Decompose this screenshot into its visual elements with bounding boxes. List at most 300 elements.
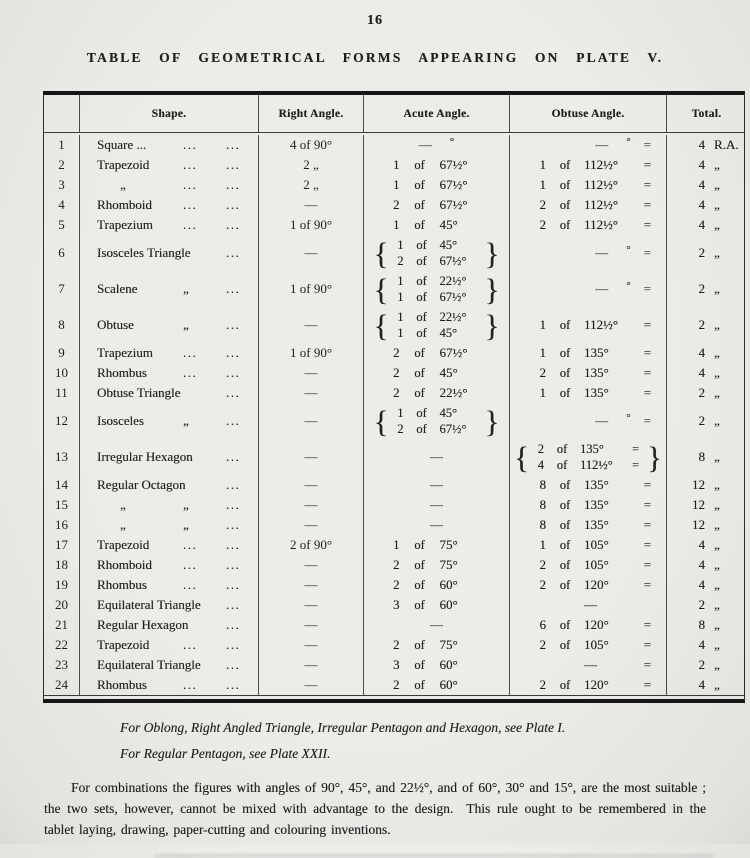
row-number: 20	[55, 597, 68, 612]
of-label: of	[556, 441, 568, 456]
table-row	[44, 363, 744, 383]
angle-value: 67½°	[439, 177, 468, 192]
dash: —	[430, 517, 443, 532]
equals-sign: =	[643, 345, 651, 360]
right-angle-value: —	[304, 365, 318, 380]
total-cell	[667, 655, 746, 675]
right-angle-value: —	[304, 497, 318, 512]
angle-count: 2	[397, 421, 404, 436]
shape-name: Rhombus	[97, 577, 147, 592]
right-angle-cell	[259, 403, 364, 439]
row-number-cell	[44, 215, 80, 235]
shape-cell	[80, 675, 259, 695]
right-angle-value: —	[304, 597, 318, 612]
row-number-cell	[44, 475, 80, 495]
total-count: 4	[698, 217, 705, 232]
shape-cell	[80, 403, 259, 439]
shape-cell	[80, 235, 259, 271]
of-label: of	[414, 197, 425, 212]
of-label: of	[559, 637, 571, 652]
angle-count: 1	[539, 537, 546, 552]
acute-angle-cell	[364, 135, 510, 155]
shape-name: Irregular Hexagon	[97, 449, 193, 464]
dash: —	[430, 449, 443, 464]
shape-name: Isosceles Triangle	[97, 245, 191, 260]
bottom-double-rule	[44, 695, 744, 699]
equals-sign: =	[643, 385, 651, 400]
row-number-cell	[44, 403, 80, 439]
header-right-angle: Right Angle.	[259, 95, 364, 132]
shape-name: Isosceles	[97, 413, 144, 428]
angle-value: 60°	[439, 597, 458, 612]
angle-count: 1	[397, 289, 404, 304]
shape-cell	[80, 495, 259, 515]
row-number: 1	[58, 137, 65, 152]
total-unit: „	[714, 157, 720, 172]
right-angle-cell	[259, 475, 364, 495]
shape-cell	[80, 555, 259, 575]
right-angle-cell	[259, 595, 364, 615]
acute-angle-cell	[364, 383, 510, 403]
row-number: 11	[55, 385, 68, 400]
of-label: of	[414, 365, 425, 380]
row-number-cell	[44, 383, 80, 403]
table-row	[44, 575, 744, 595]
table-row	[44, 675, 744, 695]
table-row	[44, 475, 744, 495]
angle-value: 67½°	[439, 197, 468, 212]
dot-leader: ...	[226, 197, 241, 212]
header-number	[44, 95, 80, 132]
right-angle-value: 2 „	[303, 157, 319, 172]
row-number: 7	[58, 281, 65, 296]
angle-count: 1	[397, 325, 404, 340]
obtuse-angle-cell	[510, 495, 667, 515]
shape-name: Trapezoid	[97, 157, 150, 172]
page-number: 16	[367, 13, 383, 28]
equals-sign: =	[643, 413, 651, 428]
angle-value: 60°	[439, 657, 458, 672]
dot-leader: ...	[183, 177, 198, 192]
of-label: of	[559, 677, 571, 692]
obtuse-angle-cell	[510, 383, 667, 403]
table-row	[44, 403, 744, 439]
shape-cell	[80, 535, 259, 555]
row-number: 13	[55, 449, 68, 464]
of-label: of	[414, 637, 425, 652]
total-count: 4	[698, 157, 705, 172]
obtuse-angle-cell	[510, 235, 667, 271]
obtuse-angle-cell	[510, 155, 667, 175]
angle-value: 75°	[439, 537, 458, 552]
acute-angle-cell	[364, 307, 510, 343]
dash: —	[595, 137, 609, 152]
table-header-row	[44, 95, 744, 133]
row-number-cell	[44, 271, 80, 307]
equals-sign: =	[643, 657, 651, 672]
angle-count: 1	[393, 157, 400, 172]
angle-count: 2	[397, 253, 404, 268]
obtuse-angle-cell	[510, 439, 667, 475]
equals-sign: =	[643, 157, 651, 172]
angle-count: 2	[393, 365, 400, 380]
obtuse-angle-cell	[510, 635, 667, 655]
total-count: 2	[698, 245, 705, 260]
dot-leader: ...	[226, 557, 241, 572]
right-angle-cell	[259, 307, 364, 343]
row-number: 14	[55, 477, 68, 492]
total-count: 12	[692, 517, 705, 532]
total-count: 4	[698, 137, 705, 152]
right-brace: }	[484, 235, 500, 271]
row-number: 9	[58, 345, 65, 360]
total-cell	[667, 363, 746, 383]
angle-value: 45°	[439, 237, 457, 252]
angle-value: 105°	[584, 537, 609, 552]
dot-leader: ...	[226, 497, 241, 512]
header-obtuse-angle: Obtuse Angle.	[510, 95, 667, 132]
dot-leader: ...	[226, 281, 241, 296]
angle-value: 135°	[580, 441, 604, 456]
angle-value: 135°	[584, 365, 609, 380]
shape-name: Rhomboid	[97, 557, 152, 572]
right-angle-cell	[259, 535, 364, 555]
row-number: 19	[55, 577, 68, 592]
table-row	[44, 235, 744, 271]
angle-count: 8	[539, 497, 546, 512]
right-angle-cell	[259, 555, 364, 575]
angle-count: 1	[539, 385, 546, 400]
obtuse-angle-cell	[510, 363, 667, 383]
angle-count: 2	[393, 577, 400, 592]
acute-angle-cell	[364, 403, 510, 439]
total-cell	[667, 343, 746, 363]
right-angle-value: —	[304, 657, 318, 672]
table-row	[44, 595, 744, 615]
obtuse-angle-cell	[510, 555, 667, 575]
total-count: 2	[698, 281, 705, 296]
degree-sign: °	[626, 136, 631, 148]
of-label: of	[416, 237, 427, 252]
total-cell	[667, 271, 746, 307]
obtuse-angle-cell	[510, 195, 667, 215]
angle-value: 45°	[439, 325, 457, 340]
equals-sign: =	[643, 197, 651, 212]
angle-count: 2	[393, 677, 400, 692]
acute-angle-cell	[364, 595, 510, 615]
row-number-cell	[44, 535, 80, 555]
of-label: of	[416, 421, 427, 436]
angle-value: 135°	[584, 345, 609, 360]
right-angle-value: —	[304, 477, 318, 492]
angle-count: 2	[539, 217, 546, 232]
of-label: of	[559, 157, 571, 172]
of-label: of	[559, 365, 571, 380]
shape-cell	[80, 343, 259, 363]
right-angle-cell	[259, 235, 364, 271]
left-brace: {	[373, 235, 389, 271]
cutoff-text-fragment	[154, 854, 714, 858]
row-number: 17	[55, 537, 68, 552]
of-label: of	[559, 217, 571, 232]
row-number: 8	[58, 317, 65, 332]
total-unit: „	[714, 281, 720, 296]
right-angle-value: —	[304, 385, 318, 400]
row-number-cell	[44, 307, 80, 343]
row-number: 3	[58, 177, 65, 192]
dot-leader: ...	[183, 537, 198, 552]
angle-count: 1	[397, 237, 404, 252]
angle-count: 6	[539, 617, 546, 632]
total-count: 4	[698, 677, 705, 692]
equals-sign: =	[643, 517, 651, 532]
dash: —	[430, 617, 443, 632]
angle-count: 3	[393, 657, 400, 672]
acute-angle-cell	[364, 363, 510, 383]
angle-count: 1	[393, 537, 400, 552]
dash: —	[430, 477, 443, 492]
dot-leader: ...	[226, 477, 241, 492]
left-brace: {	[514, 439, 529, 475]
equals-sign: =	[643, 497, 651, 512]
dash: —	[418, 137, 432, 152]
table-row	[44, 271, 744, 307]
row-number-cell	[44, 595, 80, 615]
of-label: of	[556, 457, 568, 472]
table-row	[44, 155, 744, 175]
total-unit: „	[714, 177, 720, 192]
table-body	[44, 133, 744, 695]
shape-cell	[80, 195, 259, 215]
table-row	[44, 439, 744, 475]
right-brace: }	[484, 271, 500, 307]
table-row	[44, 343, 744, 363]
obtuse-angle-cell	[510, 307, 667, 343]
table-row	[44, 615, 744, 635]
acute-angle-cell	[364, 515, 510, 535]
of-label: of	[559, 577, 571, 592]
total-cell	[667, 635, 746, 655]
total-unit: „	[714, 497, 720, 512]
total-cell	[667, 495, 746, 515]
table-row	[44, 635, 744, 655]
shape-cell	[80, 307, 259, 343]
of-label: of	[414, 157, 425, 172]
right-angle-cell	[259, 439, 364, 475]
left-brace: {	[373, 271, 389, 307]
acute-angle-cell	[364, 271, 510, 307]
row-number-cell	[44, 439, 80, 475]
row-number-cell	[44, 555, 80, 575]
equals-sign: =	[632, 441, 640, 456]
angle-value: 112½°	[584, 317, 618, 332]
shape-name: Obtuse	[97, 317, 134, 332]
angle-count: 1	[539, 345, 546, 360]
dot-leader: ...	[226, 449, 241, 464]
right-angle-cell	[259, 363, 364, 383]
total-cell	[667, 439, 746, 475]
angle-count: 2	[539, 365, 546, 380]
row-number: 21	[55, 617, 68, 632]
table-row	[44, 655, 744, 675]
right-angle-value: 4 of 90°	[289, 137, 333, 152]
obtuse-angle-cell	[510, 215, 667, 235]
of-label: of	[559, 345, 571, 360]
dot-leader: ...	[226, 217, 241, 232]
right-angle-value: —	[304, 317, 318, 332]
angle-value: 135°	[584, 477, 609, 492]
angle-count: 2	[393, 637, 400, 652]
obtuse-angle-cell	[510, 135, 667, 155]
total-cell	[667, 575, 746, 595]
equals-sign: =	[643, 245, 651, 260]
shape-name: „	[120, 517, 126, 532]
table-row	[44, 535, 744, 555]
angle-value: 105°	[584, 637, 609, 652]
right-angle-cell	[259, 615, 364, 635]
angle-value: 135°	[584, 517, 609, 532]
obtuse-angle-cell	[510, 535, 667, 555]
obtuse-angle-cell	[510, 675, 667, 695]
of-label: of	[414, 385, 425, 400]
total-count: 2	[698, 413, 705, 428]
acute-angle-cell	[364, 495, 510, 515]
right-brace: }	[484, 403, 500, 439]
table-row	[44, 215, 744, 235]
table-row	[44, 383, 744, 403]
angle-count: 1	[397, 273, 404, 288]
obtuse-angle-cell	[510, 615, 667, 635]
shape-name: Rhomboid	[97, 197, 152, 212]
angle-count: 1	[393, 177, 400, 192]
total-count: 2	[698, 385, 705, 400]
shape-cell	[80, 575, 259, 595]
dot-leader: ...	[226, 345, 241, 360]
of-label: of	[559, 557, 571, 572]
total-cell	[667, 675, 746, 695]
total-count: 12	[692, 477, 705, 492]
total-count: 12	[692, 497, 705, 512]
angle-value: 60°	[439, 677, 458, 692]
equals-sign: =	[643, 281, 651, 296]
acute-angle-cell	[364, 175, 510, 195]
angle-count: 2	[393, 557, 400, 572]
dot-leader: ...	[226, 677, 241, 692]
dot-leader: ...	[226, 637, 241, 652]
equals-sign: =	[643, 557, 651, 572]
total-unit: „	[714, 197, 720, 212]
angle-count: 8	[539, 517, 546, 532]
angle-count: 2	[393, 385, 400, 400]
total-unit: R.A.	[714, 137, 739, 152]
total-cell	[667, 555, 746, 575]
acute-angle-cell	[364, 615, 510, 635]
angle-count: 3	[393, 597, 400, 612]
shape-name: Obtuse Triangle	[97, 385, 181, 400]
dot-leader: ...	[183, 365, 198, 380]
equals-sign: =	[643, 637, 651, 652]
shape-name: Trapezium	[97, 345, 153, 360]
total-cell	[667, 535, 746, 555]
acute-angle-cell	[364, 655, 510, 675]
dot-leader: ...	[226, 577, 241, 592]
row-number-cell	[44, 615, 80, 635]
obtuse-angle-cell	[510, 175, 667, 195]
right-angle-cell	[259, 195, 364, 215]
shape-cell	[80, 271, 259, 307]
angle-count: 2	[393, 197, 400, 212]
row-number: 22	[55, 637, 68, 652]
total-count: 4	[698, 197, 705, 212]
angle-count: 1	[393, 217, 400, 232]
dot-leader: „	[183, 497, 189, 512]
total-count: 2	[698, 317, 705, 332]
right-angle-cell	[259, 271, 364, 307]
table-row	[44, 195, 744, 215]
table-row	[44, 175, 744, 195]
dot-leader: ...	[183, 345, 198, 360]
total-cell	[667, 215, 746, 235]
angle-count: 2	[539, 677, 546, 692]
total-count: 2	[698, 657, 705, 672]
angle-value: 75°	[439, 557, 458, 572]
angle-value: 120°	[584, 577, 609, 592]
equals-sign: =	[643, 177, 651, 192]
table-row	[44, 495, 744, 515]
angle-count: 1	[539, 317, 546, 332]
dash: —	[584, 597, 597, 612]
angle-value: 45°	[439, 405, 457, 420]
shape-name: Equilateral Triangle	[97, 657, 201, 672]
angle-value: 135°	[584, 497, 609, 512]
shape-cell	[80, 135, 259, 155]
acute-angle-cell	[364, 575, 510, 595]
angle-count: 2	[539, 557, 546, 572]
total-count: 2	[698, 597, 705, 612]
right-angle-cell	[259, 155, 364, 175]
total-unit: „	[714, 365, 720, 380]
total-cell	[667, 195, 746, 215]
obtuse-angle-cell	[510, 595, 667, 615]
total-cell	[667, 615, 746, 635]
total-unit: „	[714, 413, 720, 428]
acute-angle-cell	[364, 195, 510, 215]
row-number: 5	[58, 217, 65, 232]
acute-angle-cell	[364, 475, 510, 495]
page-title: TABLE OF GEOMETRICAL FORMS APPEARING ON PLATE V.	[86, 50, 664, 65]
obtuse-angle-cell	[510, 403, 667, 439]
dash: —	[595, 413, 609, 428]
dot-leader: ...	[226, 157, 241, 172]
angle-value: 45°	[439, 365, 458, 380]
degree-sign: °	[626, 244, 631, 256]
shape-cell	[80, 515, 259, 535]
of-label: of	[559, 177, 571, 192]
acute-angle-cell	[364, 155, 510, 175]
row-number: 18	[55, 557, 68, 572]
of-label: of	[414, 557, 425, 572]
angle-count: 2	[393, 345, 400, 360]
right-angle-value: —	[304, 413, 318, 428]
of-label: of	[414, 537, 425, 552]
total-cell	[667, 515, 746, 535]
row-number: 4	[58, 197, 65, 212]
left-brace: {	[373, 403, 389, 439]
dot-leader: ...	[226, 517, 241, 532]
total-unit: „	[714, 385, 720, 400]
row-number-cell	[44, 363, 80, 383]
row-number: 2	[58, 157, 65, 172]
